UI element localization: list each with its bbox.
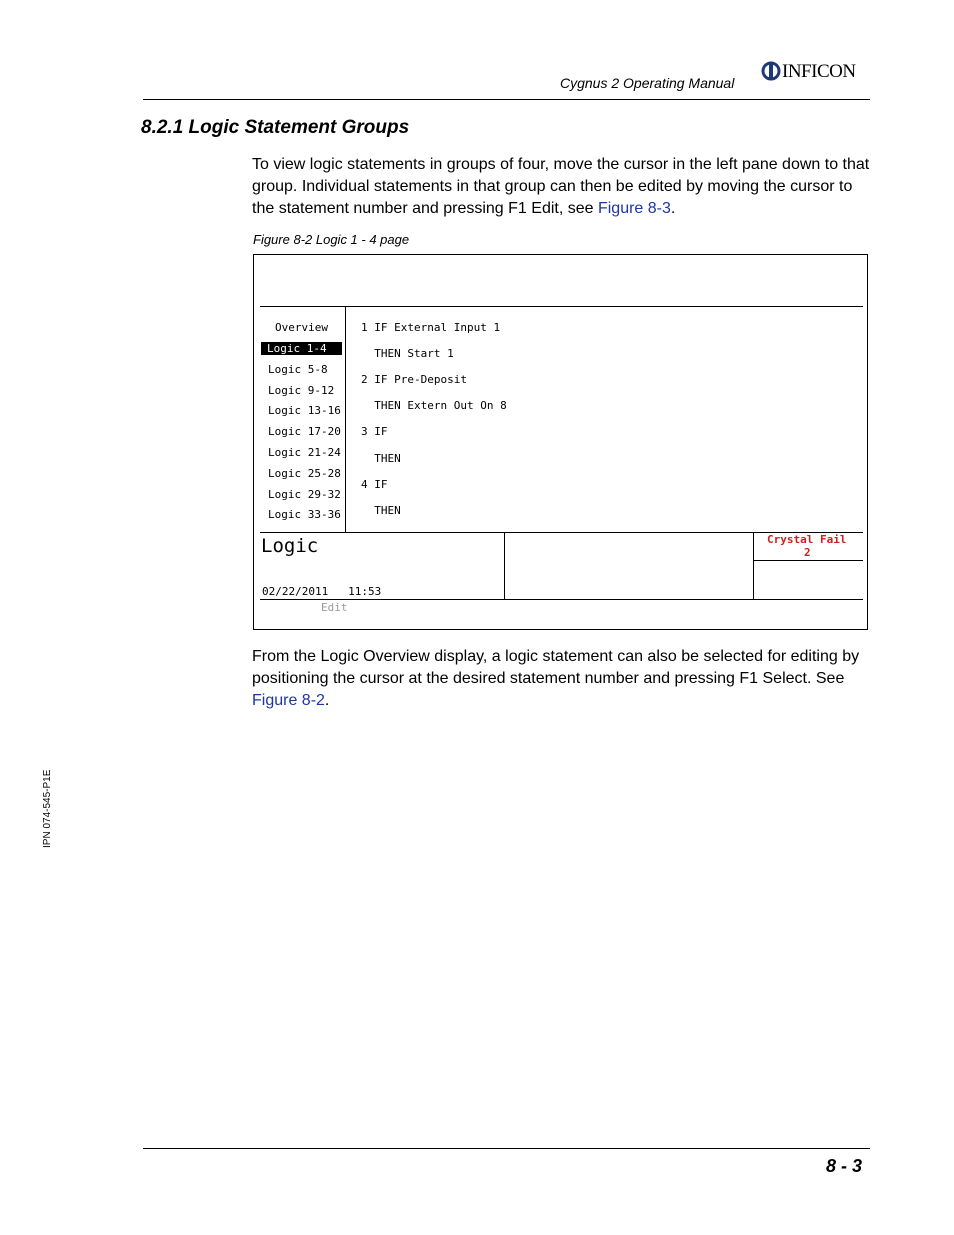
doc-number: IPN 074-545-P1E bbox=[42, 769, 53, 848]
menu-item-logic-9-12[interactable]: Logic 9-12 bbox=[268, 384, 335, 397]
overview-end: . bbox=[324, 692, 330, 709]
datetime: 02/22/2011 11:53 bbox=[262, 585, 382, 598]
statement-3-if[interactable]: 3 IF bbox=[361, 425, 388, 438]
menu-item-logic-25-28[interactable]: Logic 25-28 bbox=[268, 467, 341, 480]
page-number: 8 - 3 bbox=[826, 1156, 863, 1176]
status-divider-2 bbox=[753, 532, 754, 599]
intro-text: To view logic statements in groups of four, move the cursor in the left pane down to that group. Individual statements in that group can then be edited by moving the cursor to the statement number and pressing F1 Edit, see bbox=[252, 156, 870, 217]
intro-paragraph bbox=[252, 154, 872, 220]
statement-1-then[interactable]: THEN Start 1 bbox=[361, 347, 454, 360]
figure-8-3-link[interactable]: Figure 8-3 bbox=[597, 200, 671, 217]
status-divider-1 bbox=[504, 532, 505, 599]
overview-text: From the Logic Overview display, a logic statement can also be selected for editing by positioning the cursor at the desired statement number and pressing F1 Select. See bbox=[252, 648, 860, 687]
manual-title: Cygnus 2 Operating Manual bbox=[560, 75, 735, 91]
menu-item-logic-5-8[interactable]: Logic 5-8 bbox=[268, 363, 328, 376]
status-crystal-fail: Crystal Fail bbox=[767, 533, 847, 546]
screen-title: Logic bbox=[261, 535, 319, 557]
brand-name: INFICON bbox=[782, 61, 856, 82]
statement-1-if[interactable]: 1 IF External Input 1 bbox=[361, 321, 501, 334]
menu-item-logic-13-16[interactable]: Logic 13-16 bbox=[268, 404, 341, 417]
softkey-rule bbox=[260, 599, 863, 600]
statement-2-if[interactable]: 2 IF Pre-Deposit bbox=[361, 373, 467, 386]
menu-item-logic-33-36[interactable]: Logic 33-36 bbox=[268, 508, 341, 521]
pane-divider bbox=[345, 306, 346, 532]
logic-screen-figure bbox=[253, 254, 868, 630]
statement-4-then[interactable]: THEN bbox=[361, 504, 401, 517]
screen-top-rule bbox=[260, 306, 863, 307]
menu-overview[interactable]: Overview bbox=[275, 321, 328, 334]
figure-8-2-link[interactable]: Figure 8-2 bbox=[252, 692, 325, 709]
menu-item-logic-17-20[interactable]: Logic 17-20 bbox=[268, 425, 341, 438]
section-title: 8.2.1 Logic Statement Groups bbox=[141, 117, 410, 138]
menu-item-logic-21-24[interactable]: Logic 21-24 bbox=[268, 446, 341, 459]
statement-3-then[interactable]: THEN bbox=[361, 452, 401, 465]
status-crystal-number: 2 bbox=[804, 546, 811, 559]
menu-item-logic-1-4[interactable]: Logic 1-4 bbox=[261, 342, 342, 355]
inficon-logo bbox=[760, 60, 872, 84]
inficon-logo-icon bbox=[760, 60, 782, 82]
menu-item-logic-29-32[interactable]: Logic 29-32 bbox=[268, 488, 341, 501]
overview-paragraph bbox=[252, 646, 872, 712]
statement-2-then[interactable]: THEN Extern Out On 8 bbox=[361, 399, 507, 412]
intro-end: . bbox=[670, 200, 676, 217]
header-rule bbox=[143, 99, 870, 100]
status-right-rule bbox=[754, 560, 863, 561]
statement-4-if[interactable]: 4 IF bbox=[361, 478, 388, 491]
footer-rule bbox=[143, 1148, 870, 1149]
softkey-f1-edit[interactable]: Edit bbox=[321, 601, 348, 614]
figure-caption: Figure 8-2 Logic 1 - 4 page bbox=[253, 232, 410, 247]
